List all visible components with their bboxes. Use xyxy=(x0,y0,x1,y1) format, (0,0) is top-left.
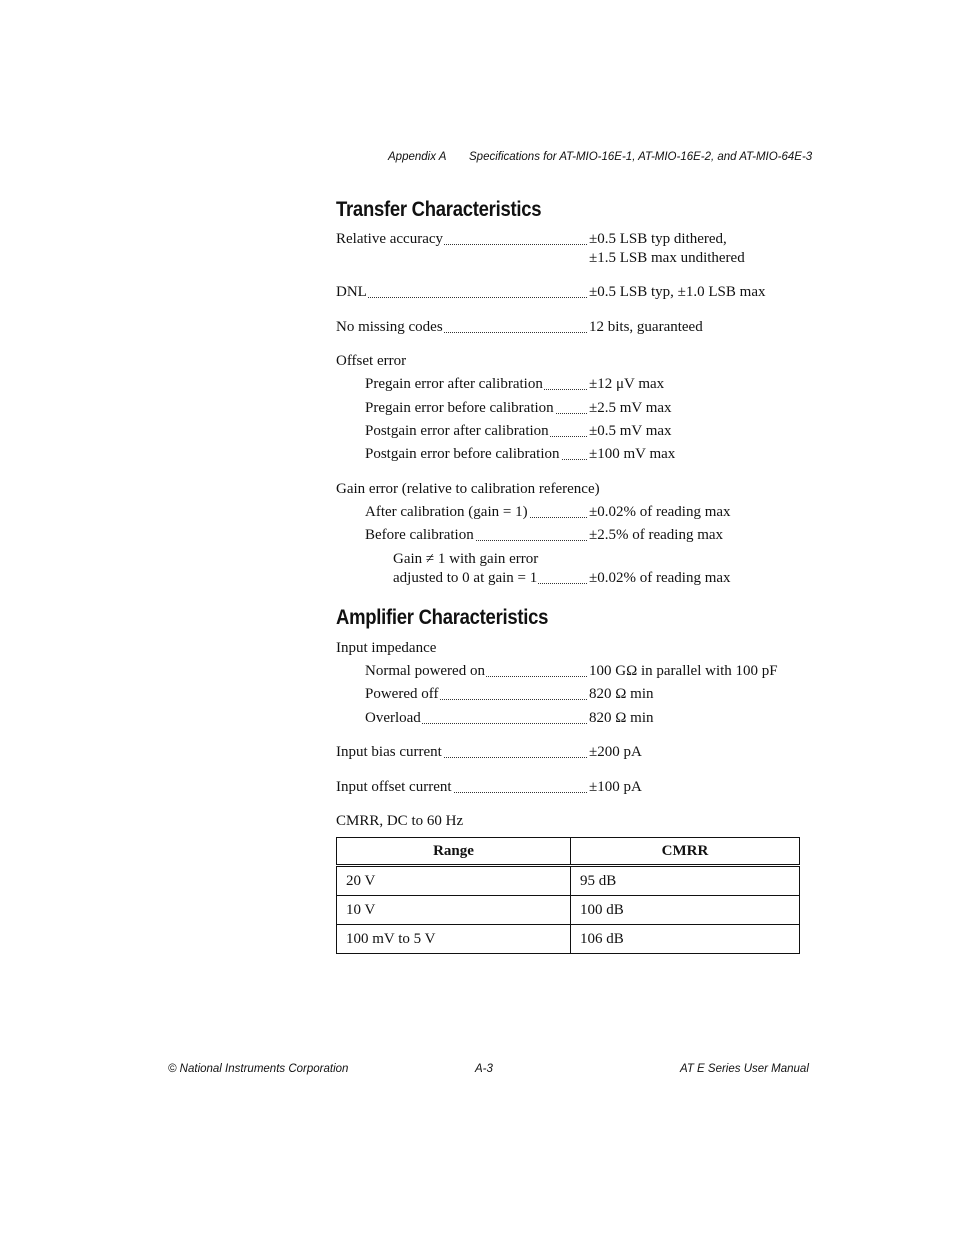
range-cell: 10 V xyxy=(337,896,571,925)
spec-value: ±2.5% of reading max xyxy=(589,527,724,543)
running-header-appendix: Appendix A xyxy=(388,151,447,163)
spec-value: ±0.5 LSB typ, ±1.0 LSB max xyxy=(589,284,766,300)
cmrr-cell: 106 dB xyxy=(571,925,800,954)
table-row xyxy=(337,866,800,896)
amplifier-characteristics-heading: Amplifier Characteristics xyxy=(336,606,549,629)
spec-value: 12 bits, guaranteed xyxy=(589,319,703,335)
spec-value: ±12 μV max xyxy=(589,376,665,392)
column-header-range: Range xyxy=(337,838,571,866)
spec-label: Pregain error before calibration xyxy=(365,399,587,418)
spec-value: ±100 pA xyxy=(589,779,642,795)
spec-value: 820 Ω min xyxy=(589,686,654,702)
table-row xyxy=(337,896,800,925)
range-cell: 100 mV to 5 V xyxy=(337,925,571,954)
table-header-row xyxy=(337,838,800,866)
spec-label: adjusted to 0 at gain = 1 xyxy=(393,569,587,588)
spec-label: DNL xyxy=(336,283,587,302)
spec-value: ±100 mV max xyxy=(589,446,676,462)
cmrr-cell: 95 dB xyxy=(571,866,800,896)
spec-value: ±0.5 mV max xyxy=(589,423,672,439)
spec-value: ±0.02% of reading max xyxy=(589,570,731,586)
spec-label: Before calibration xyxy=(365,526,587,545)
spec-value: ±200 pA xyxy=(589,744,642,760)
column-header-cmrr: CMRR xyxy=(571,838,800,866)
gain-ne-1-label-line1: Gain ≠ 1 with gain error xyxy=(393,551,539,567)
transfer-characteristics-heading: Transfer Characteristics xyxy=(336,198,542,221)
spec-label: Pregain error after calibration xyxy=(365,375,587,394)
spec-label: Input offset current xyxy=(336,778,587,797)
gain-error-label: Gain error (relative to calibration reference) xyxy=(336,481,600,497)
spec-value: ±2.5 mV max xyxy=(589,400,672,416)
spec-value: 100 GΩ in parallel with 100 pF xyxy=(589,663,778,679)
spec-label: Postgain error after calibration xyxy=(365,422,587,441)
spec-label: Powered off xyxy=(365,685,587,704)
offset-error-label: Offset error xyxy=(336,353,407,369)
cmrr-label: CMRR, DC to 60 Hz xyxy=(336,813,464,829)
footer-manual-title: AT E Series User Manual xyxy=(680,1063,809,1075)
spec-label: No missing codes xyxy=(336,318,587,337)
cmrr-cell: 100 dB xyxy=(571,896,800,925)
spec-value: ±0.5 LSB typ dithered, xyxy=(589,231,727,247)
spec-label: Overload xyxy=(365,709,587,728)
spec-label: Postgain error before calibration xyxy=(365,445,587,464)
spec-value: ±0.02% of reading max xyxy=(589,504,731,520)
table-row xyxy=(337,925,800,954)
spec-value-continued: ±1.5 LSB max undithered xyxy=(589,250,745,266)
spec-value: 820 Ω min xyxy=(589,710,654,726)
footer-page-number: A-3 xyxy=(475,1063,493,1075)
input-impedance-label: Input impedance xyxy=(336,640,437,656)
spec-label: After calibration (gain = 1) xyxy=(365,503,587,522)
spec-label: Normal powered on xyxy=(365,662,587,681)
spec-label: Relative accuracy xyxy=(336,230,587,249)
spec-label: Input bias current xyxy=(336,743,587,762)
cmrr-table xyxy=(336,837,800,954)
range-cell: 20 V xyxy=(337,866,571,896)
footer-copyright: © National Instruments Corporation xyxy=(168,1063,349,1075)
running-header-title: Specifications for AT-MIO-16E-1, AT-MIO-16E-2, and AT-MIO-64E-3 xyxy=(469,151,813,163)
